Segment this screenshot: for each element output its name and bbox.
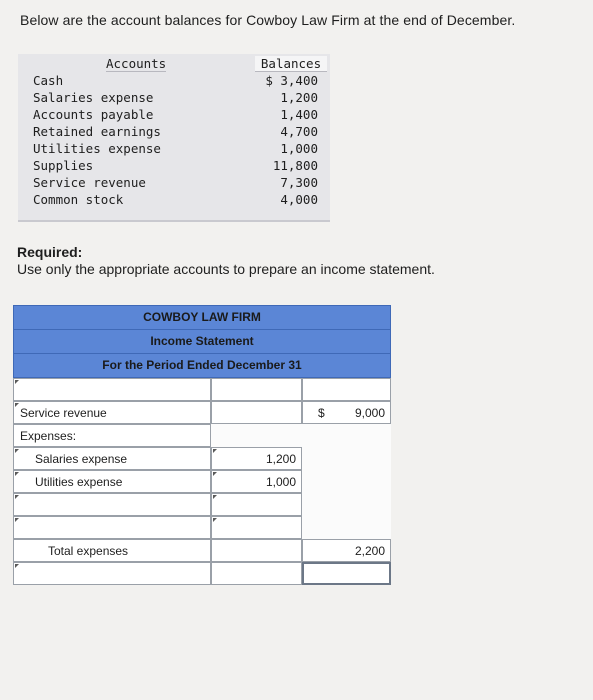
total-input[interactable] (302, 539, 391, 562)
blank-cell (302, 447, 391, 470)
dropdown-marker-icon (213, 495, 217, 499)
account-name: Supplies (33, 158, 94, 173)
statement-row (13, 378, 391, 401)
blank-cell (211, 424, 302, 447)
account-balance: 4,700 (280, 124, 318, 139)
total-input[interactable] (302, 401, 391, 424)
total-value: 9,000 (354, 406, 385, 420)
statement-row (13, 562, 391, 585)
dropdown-marker-icon (15, 403, 19, 407)
blank-cell (302, 493, 391, 516)
dollar-sign: $ (318, 406, 325, 420)
account-row (33, 106, 318, 123)
intro-text: Below are the account balances for Cowboy Law Firm at the end of December. (20, 12, 516, 28)
label-input[interactable] (13, 516, 211, 539)
account-balance: 4,000 (280, 192, 318, 207)
total-value: 2,200 (354, 544, 385, 558)
account-balances-table (18, 54, 330, 222)
account-row (33, 191, 318, 208)
dropdown-marker-icon (15, 449, 19, 453)
amount-value: 1,000 (265, 475, 296, 489)
account-name: Utilities expense (33, 141, 161, 156)
label-input[interactable] (13, 562, 211, 585)
statement-row (13, 401, 391, 424)
required-heading: Required: (17, 244, 83, 260)
amount-input[interactable] (211, 516, 302, 539)
statement-row (13, 470, 391, 493)
statement-row (13, 424, 391, 447)
account-name: Retained earnings (33, 124, 161, 139)
statement-row (13, 493, 391, 516)
account-name: Common stock (33, 192, 124, 207)
amount-input[interactable] (211, 401, 302, 424)
account-name: Salaries expense (33, 90, 154, 105)
row-label: Service revenue (20, 406, 107, 420)
row-label: Utilities expense (35, 475, 123, 489)
account-row (33, 140, 318, 157)
label-input[interactable] (13, 447, 211, 470)
account-name: Cash (33, 73, 64, 88)
required-instructions: Use only the appropriate accounts to prepare an income statement. (17, 261, 435, 277)
blank-cell (302, 424, 391, 447)
row-label: Expenses: (20, 429, 77, 443)
label-input[interactable] (13, 493, 211, 516)
account-balance: $ 3,400 (265, 73, 318, 88)
statement-row (13, 516, 391, 539)
company-name: COWBOY LAW FIRM (14, 306, 390, 330)
account-balance: 1,200 (280, 90, 318, 105)
amount-input[interactable] (211, 562, 302, 585)
account-name: Accounts payable (33, 107, 154, 122)
dropdown-marker-icon (213, 449, 217, 453)
dropdown-marker-icon (15, 518, 19, 522)
dropdown-marker-icon (15, 564, 19, 568)
label-input[interactable] (13, 470, 211, 493)
account-row (33, 72, 318, 89)
account-row (33, 123, 318, 140)
net-income-input[interactable] (302, 562, 391, 585)
statement-row (13, 539, 391, 562)
blank-cell (302, 516, 391, 539)
amount-input[interactable] (211, 539, 302, 562)
income-statement-worksheet (13, 305, 391, 585)
accounts-header: Accounts (106, 56, 167, 71)
amount-input[interactable] (211, 470, 302, 493)
amount-input[interactable] (211, 378, 302, 401)
income-statement-header (13, 305, 391, 378)
total-input[interactable] (302, 378, 391, 401)
statement-title: Income Statement (14, 330, 390, 354)
amount-value: 1,200 (265, 452, 296, 466)
row-label: Total expenses (48, 544, 129, 558)
blank-cell (302, 470, 391, 493)
amount-input[interactable] (211, 447, 302, 470)
account-name: Service revenue (33, 175, 146, 190)
label-input[interactable] (13, 539, 211, 562)
label-input[interactable] (13, 424, 211, 447)
account-balance: 11,800 (272, 158, 318, 173)
amount-input[interactable] (211, 493, 302, 516)
account-balance: 1,000 (280, 141, 318, 156)
balances-header: Balances (255, 56, 327, 72)
account-balance: 1,400 (280, 107, 318, 122)
label-input[interactable] (13, 401, 211, 424)
row-label: Salaries expense (35, 452, 128, 466)
statement-period: For the Period Ended December 31 (14, 354, 390, 378)
account-row (33, 89, 318, 106)
dropdown-marker-icon (15, 472, 19, 476)
statement-row (13, 447, 391, 470)
account-balance: 7,300 (280, 175, 318, 190)
income-statement-grid (13, 378, 391, 585)
dropdown-marker-icon (15, 380, 19, 384)
account-row (33, 174, 318, 191)
dropdown-marker-icon (15, 495, 19, 499)
label-input[interactable] (13, 378, 211, 401)
dropdown-marker-icon (213, 472, 217, 476)
account-row (33, 157, 318, 174)
dropdown-marker-icon (213, 518, 217, 522)
